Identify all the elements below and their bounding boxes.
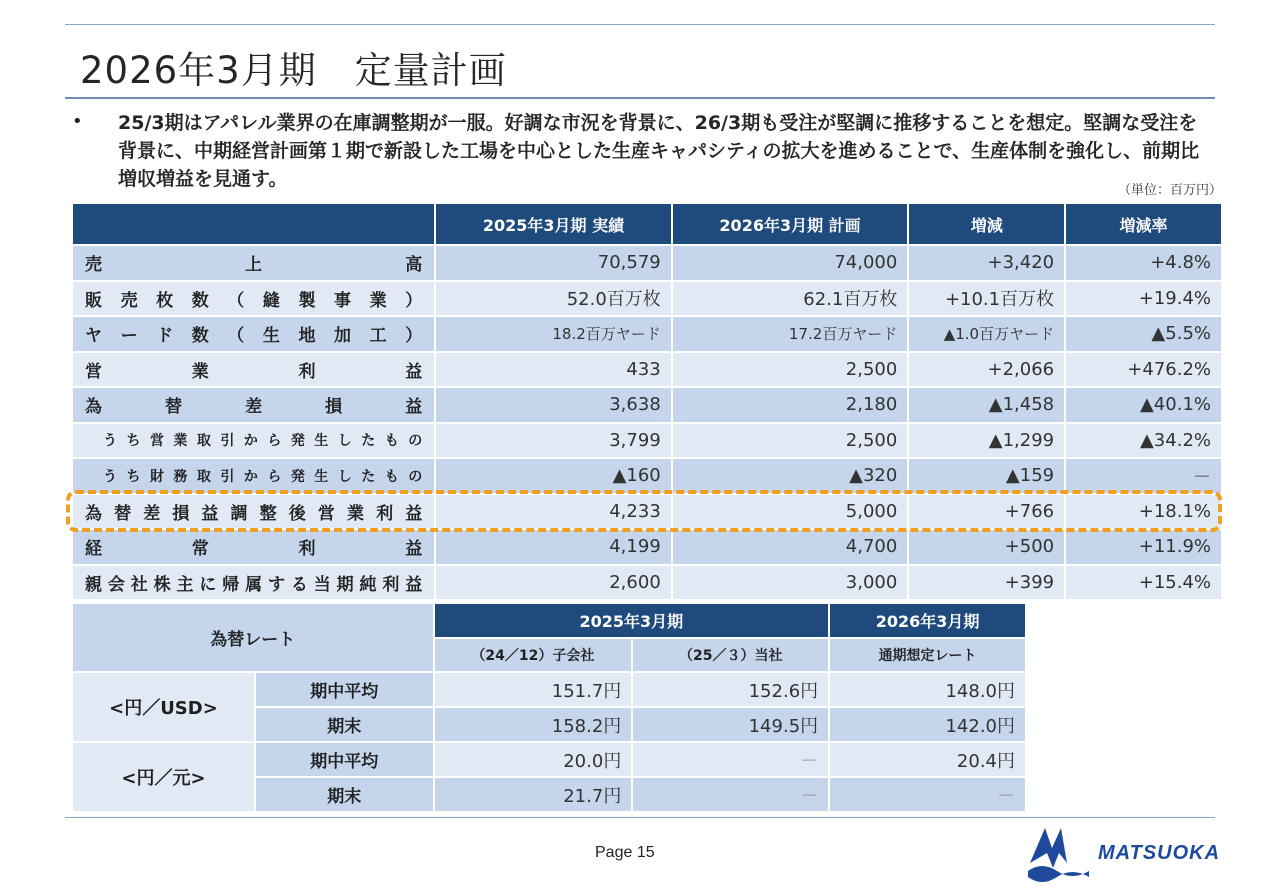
page-title: 2026年3月期 定量計画 — [80, 49, 507, 92]
cell-value: +15.4% — [1066, 566, 1221, 600]
cell-value: ▲160 — [436, 459, 671, 493]
cell-value: 18.2百万ヤード — [436, 317, 671, 351]
cell-value: 20.0円 — [435, 743, 632, 776]
fx-row-label: 期中平均 — [256, 673, 433, 706]
cell-value: 70,579 — [436, 246, 671, 280]
cell-value: ▲1,458 — [909, 388, 1064, 422]
cell-value: 62.1百万枚 — [673, 282, 908, 316]
cell-value: 433 — [436, 353, 671, 387]
table-row-highlighted — [73, 495, 1221, 529]
cell-value: 3,799 — [436, 424, 671, 458]
cell-value: 4,700 — [673, 530, 908, 564]
cell-value: 2,500 — [673, 353, 908, 387]
header-2026-plan: 2026年3月期 計画 — [673, 204, 908, 244]
table-row — [73, 353, 1221, 387]
cell-value: 21.7円 — [435, 778, 632, 811]
table-row — [73, 282, 1221, 316]
cell-value: +11.9% — [1066, 530, 1221, 564]
fx-row — [73, 673, 1025, 706]
cell-value: 4,233 — [436, 495, 671, 529]
header-2025-actual: 2025年3月期 実績 — [436, 204, 671, 244]
cell-value: 142.0円 — [830, 708, 1025, 741]
cell-value: +500 — [909, 530, 1064, 564]
cell-value: +19.4% — [1066, 282, 1221, 316]
fx-row-label: 期中平均 — [256, 743, 433, 776]
table-row — [73, 459, 1221, 493]
cell-value: ▲320 — [673, 459, 908, 493]
cell-value: ▲40.1% — [1066, 388, 1221, 422]
row-label: 為替差損益調整後営業利益 — [73, 495, 434, 529]
fx-header-2026: 2026年3月期 — [830, 604, 1025, 637]
cell-value: +399 — [909, 566, 1064, 600]
table-row — [73, 388, 1221, 422]
row-label: 経常利益 — [73, 530, 434, 564]
bottom-rule — [65, 817, 1215, 818]
cell-value: 158.2円 — [435, 708, 632, 741]
cell-value: 2,600 — [436, 566, 671, 600]
summary-text: 25/3期はアパレル業界の在庫調整期が一服。好調な市況を背景に、26/3期も受注が堅調に推移することを想定。堅調な受注を背景に、中期経営計画第１期で新設した工場を中心とした生産キャパシティの拡大を進めることで、生産体制を強化し、前期比増収増益を見通す。 — [118, 112, 1200, 190]
row-label: 売上高 — [73, 246, 434, 280]
cell-value: － — [633, 743, 828, 776]
cell-value: 2,180 — [673, 388, 908, 422]
cell-value: ▲5.5% — [1066, 317, 1221, 351]
row-label: ヤード数（生地加工） — [73, 317, 434, 351]
cell-value: － — [633, 778, 828, 811]
cell-value: ▲159 — [909, 459, 1064, 493]
logo-text: MATSUOKA — [1098, 842, 1221, 864]
fx-group-cny: <円／元> — [73, 743, 254, 811]
page-number: Page 15 — [595, 844, 655, 861]
row-label: 営業利益 — [73, 353, 434, 387]
table-row — [73, 424, 1221, 458]
table-header-row — [73, 204, 1221, 244]
cell-value: ▲1.0百万ヤード — [909, 317, 1064, 351]
cell-value: +2,066 — [909, 353, 1064, 387]
fx-header-row — [73, 604, 1025, 637]
cell-value: 151.7円 — [435, 673, 632, 706]
cell-value: +476.2% — [1066, 353, 1221, 387]
cell-value: 148.0円 — [830, 673, 1025, 706]
cell-value: 5,000 — [673, 495, 908, 529]
cell-value: ▲1,299 — [909, 424, 1064, 458]
table-row — [73, 530, 1221, 564]
cell-value: 3,000 — [673, 566, 908, 600]
cell-value: 149.5円 — [633, 708, 828, 741]
bullet-icon: • — [72, 111, 83, 132]
fx-group-usd: <円／USD> — [73, 673, 254, 741]
fx-header-2025: 2025年3月期 — [435, 604, 829, 637]
fx-sub-subsidiary: （24／12）子会社 — [435, 639, 632, 671]
cell-value: ▲34.2% — [1066, 424, 1221, 458]
cell-value: 3,638 — [436, 388, 671, 422]
cell-value: － — [830, 778, 1025, 811]
row-label: 親会社株主に帰属する当期純利益 — [73, 566, 434, 600]
cell-value: +766 — [909, 495, 1064, 529]
cell-value: +10.1百万枚 — [909, 282, 1064, 316]
fx-row — [73, 743, 1025, 776]
cell-value: 74,000 — [673, 246, 908, 280]
fx-row-label: 期末 — [256, 708, 433, 741]
header-blank — [73, 204, 434, 244]
table-row — [73, 246, 1221, 280]
cell-value: 152.6円 — [633, 673, 828, 706]
table-row — [73, 566, 1221, 600]
row-label: 為替差損益 — [73, 388, 434, 422]
financial-plan-table — [71, 202, 1223, 601]
cell-value: 20.4円 — [830, 743, 1025, 776]
cell-value: － — [1066, 459, 1221, 493]
header-change-rate: 増減率 — [1066, 204, 1221, 244]
fx-sub-assumed: 通期想定レート — [830, 639, 1025, 671]
cell-value: 4,199 — [436, 530, 671, 564]
cell-value: 2,500 — [673, 424, 908, 458]
fx-row-label: 期末 — [256, 778, 433, 811]
fx-sub-company: （25／３）当社 — [633, 639, 828, 671]
cell-value: +3,420 — [909, 246, 1064, 280]
top-rule — [65, 24, 1215, 25]
fx-corner-label: 為替レート — [73, 604, 433, 671]
cell-value: 52.0百万枚 — [436, 282, 671, 316]
fx-rate-table — [71, 602, 1027, 813]
table-row — [73, 317, 1221, 351]
header-change: 増減 — [909, 204, 1064, 244]
row-label: 販売枚数（縫製事業） — [73, 282, 434, 316]
unit-note: （単位：百万円） — [1117, 183, 1222, 198]
cell-value: 17.2百万ヤード — [673, 317, 908, 351]
title-underline — [65, 97, 1215, 99]
row-label: うち営業取引から発生したもの — [73, 424, 434, 458]
row-label: うち財務取引から発生したもの — [73, 459, 434, 493]
cell-value: +4.8% — [1066, 246, 1221, 280]
cell-value: +18.1% — [1066, 495, 1221, 529]
